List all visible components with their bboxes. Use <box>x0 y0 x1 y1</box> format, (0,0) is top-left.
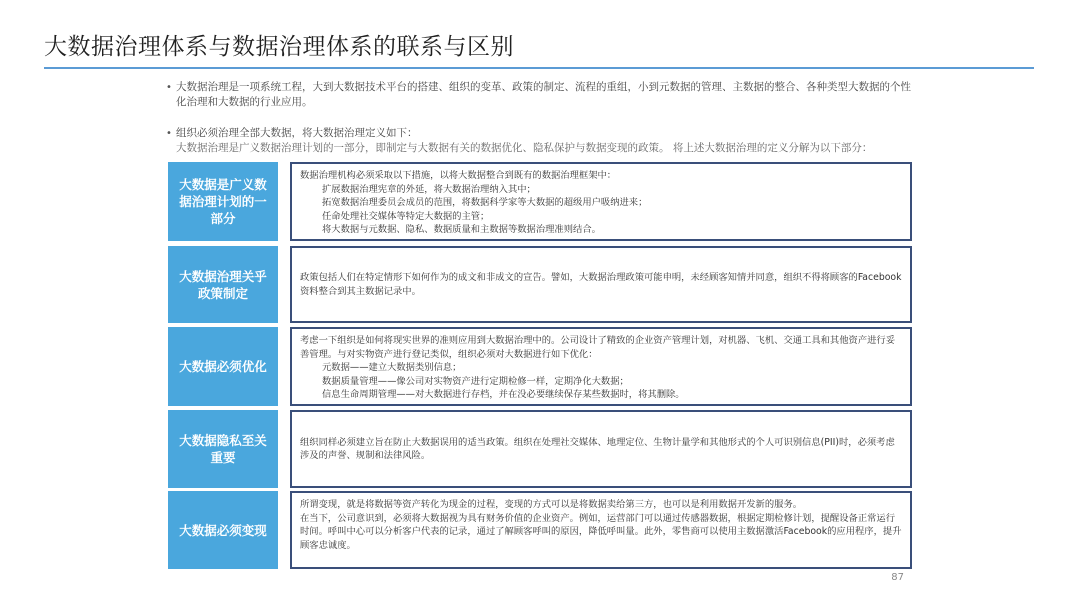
row-content <box>290 162 912 241</box>
row-optimization <box>168 327 912 406</box>
bullet-marker: • <box>166 128 172 139</box>
bullet-marker: • <box>166 82 172 93</box>
row-content <box>290 327 912 406</box>
content-line: 将大数据与元数据、隐私、数据质量和主数据等数据治理准则结合。 <box>322 224 601 235</box>
row-content <box>290 491 912 569</box>
intro-paragraph-1 <box>166 80 916 110</box>
row-label: 大数据是广义数据治理计划的一部分 <box>168 162 278 241</box>
content-line: 组织同样必须建立旨在防止大数据误用的适当政策。组织在处理社交媒体、地理定位、生物计量学和其他形式的个人可识别信息(PII)时，必须考虑涉及的声誉、规制和法律风险。 <box>300 436 895 461</box>
row-content <box>290 246 912 323</box>
row-content <box>290 410 912 488</box>
content-block <box>300 417 902 481</box>
content-line: 拓宽数据治理委员会成员的范围，将数据科学家等大数据的超级用户吸纳进来； <box>322 197 648 208</box>
content-line: 元数据——建立大数据类别信息； <box>322 362 462 373</box>
intro-text-2a: 组织必须治理全部大数据，将大数据治理定义如下： <box>176 127 418 139</box>
content-line: 政策包括人们在特定情形下如何作为的成文和非成文的宣告。譬如，大数据治理政策可能申明，未经顾客知情并同意，组织不得将顾客的Facebook资料整合到其主数据记录中。 <box>300 272 902 297</box>
content-line: 任命处理社交媒体等特定大数据的主管； <box>322 210 490 222</box>
page-number: 87 <box>891 572 904 583</box>
row-privacy <box>168 410 912 488</box>
slide-title: 大数据治理体系与数据治理体系的联系与区别 <box>44 34 514 60</box>
row-broad-governance <box>168 162 912 241</box>
content-line: 考虑一下组织是如何将现实世界的准则应用到大数据治理中的。公司设计了精致的企业资产管理计划，对机器、飞机、交通工具和其他资产进行妥善管理。与对实物资产进行登记类似，组织必须对大数据进行如下优化： <box>300 335 896 360</box>
intro-text-1: 大数据治理是一项系统工程，大到大数据技术平台的搭建、组织的变革、政策的制定、流程的重组，小到元数据的管理、主数据的整合、各种类型大数据的个性化治理和大数据的行业应用。 <box>176 81 911 108</box>
row-label: 大数据必须优化 <box>168 327 278 406</box>
content-line: 数据质量管理——像公司对实物资产进行定期检修一样，定期净化大数据； <box>322 375 629 387</box>
row-monetization <box>168 491 912 569</box>
content-line: 信息生命周期管理——对大数据进行存档，并在没必要继续保存某些数据时，将其删除。 <box>322 389 685 400</box>
title-divider <box>44 67 1034 69</box>
intro-text-2b: 大数据治理是广义数据治理计划的一部分，即制定与大数据有关的数据优化、隐私保护与数据变现的政策。 将上述大数据治理的定义分解为以下部分： <box>176 142 873 154</box>
content-line: 扩展数据治理宪章的外延，将大数据治理纳入其中； <box>322 183 536 195</box>
row-label: 大数据治理关乎政策制定 <box>168 246 278 323</box>
content-line: 所谓变现，就是将数据等资产转化为现金的过程，变现的方式可以是将数据卖给第三方，也可以是利用数据开发新的服务。 <box>300 499 803 510</box>
intro-paragraph-2 <box>166 126 916 156</box>
content-line: 数据治理机构必须采取以下措施，以将大数据整合到既有的数据治理框架中： <box>300 170 617 181</box>
row-label: 大数据隐私至关重要 <box>168 410 278 488</box>
content-block <box>300 253 902 316</box>
row-label: 大数据必须变现 <box>168 491 278 569</box>
content-line: 在当下，公司意识到，必须将大数据视为具有财务价值的企业资产。例如，运营部门可以通过传感器数据，根据定期检修计划，提醒设备正常运行时间。呼叫中心可以分析客户代表的记录，通过了解顾客呼叫的原因，降低呼叫量。此外，零售商可以使用主数据激活Facebook的应用程序，提升顾客忠诚度。 <box>300 512 902 551</box>
row-policy <box>168 246 912 323</box>
